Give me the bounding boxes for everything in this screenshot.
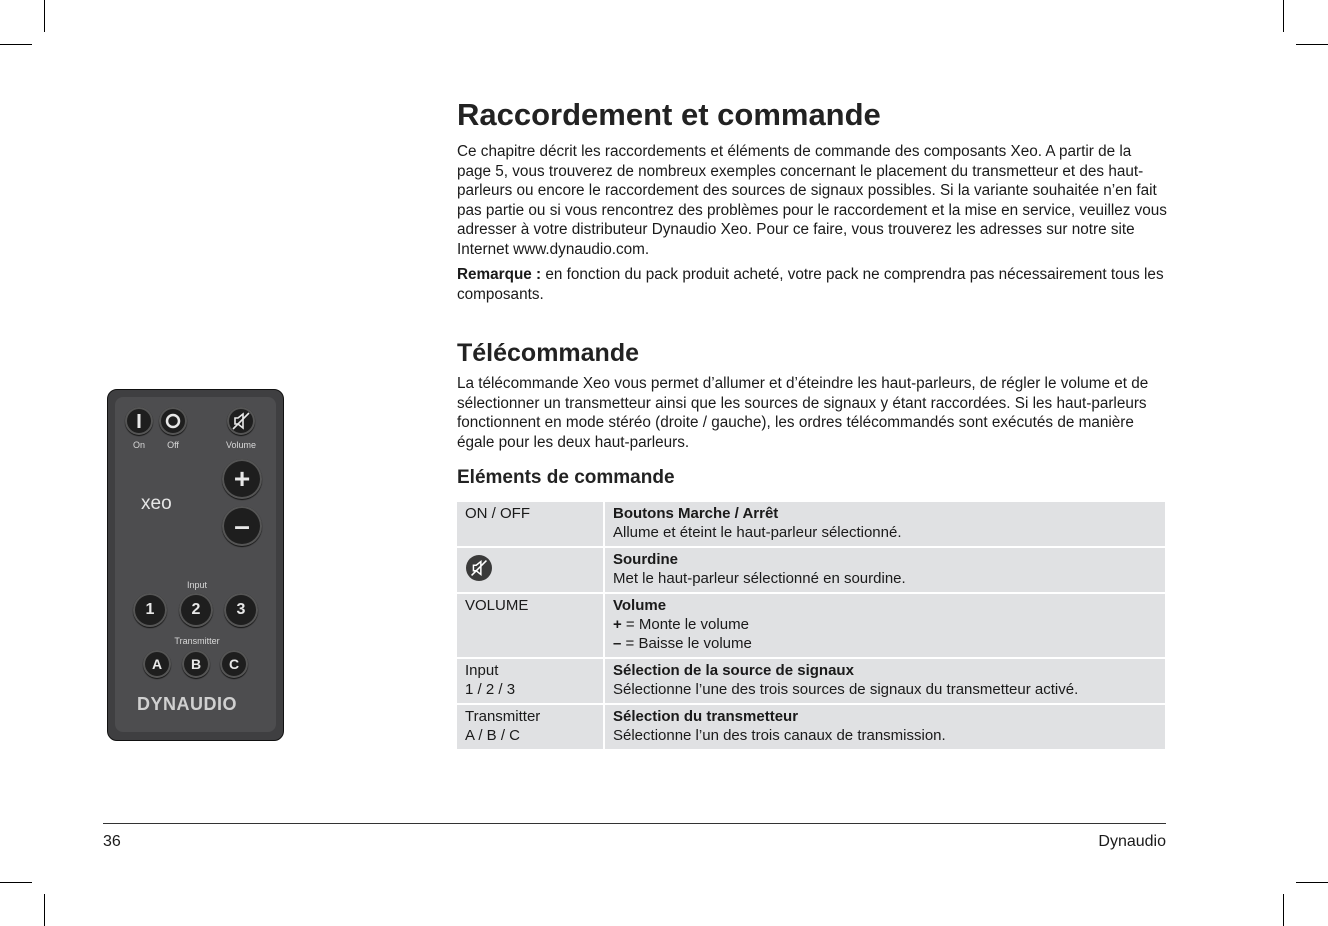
table-row	[457, 548, 1165, 592]
input-3-button: 3	[224, 593, 258, 627]
cell-line: 1 / 2 / 3	[465, 681, 516, 698]
input-label: Input	[186, 580, 208, 590]
power-off-icon	[159, 407, 187, 435]
section-title: Télécommande	[457, 339, 640, 367]
table-row	[457, 502, 1165, 546]
row-desc: Sélectionne l’une des trois sources de signaux du transmetteur activé.	[613, 681, 1079, 698]
subsection-title: Eléments de commande	[457, 467, 675, 488]
row-title: Boutons Marche / Arrêt	[613, 505, 779, 522]
row-title: Sélection du transmetteur	[613, 708, 799, 725]
mute-icon	[466, 555, 492, 581]
input-2-button: 2	[179, 593, 213, 627]
dynaudio-logo: DYNAUDIO	[137, 694, 238, 714]
plus-text: = Monte le volume	[621, 616, 749, 633]
row-desc: Allume et éteint le haut-parleur sélectionné.	[613, 524, 902, 541]
crop-mark	[1283, 894, 1284, 926]
on-button	[125, 407, 153, 435]
row-desc: Sélectionne l’un des trois canaux de transmission.	[613, 727, 946, 744]
table-cell	[605, 594, 1165, 657]
table-row	[457, 594, 1165, 657]
intro-paragraph: Ce chapitre décrit les raccordements et éléments de commande des composants Xeo. A partir de la page 5, vous trouverez de nombreux exemples concernant le placement du transmetteur et des haut-parleurs ou encore le raccordement des sources de signaux possibles. Si la variante souhaitée n’en fait pas partie ou si vous rencontrez des problèmes pour le raccordement et la mise en service, veuillez vous adresser à votre distributeur Dynaudio Xeo. Pour ce faire, vous trouverez les adresses sur notre site Internet www.dynaudio.com.	[457, 143, 1167, 258]
crop-mark	[1296, 44, 1328, 45]
table-cell	[605, 659, 1165, 703]
page-number: 36	[103, 833, 121, 850]
volume-label: Volume	[225, 440, 257, 450]
table-cell: VOLUME	[457, 594, 603, 657]
volume-down-button: –	[222, 506, 262, 546]
table-cell: ON / OFF	[457, 502, 603, 546]
table-cell	[605, 502, 1165, 546]
crop-mark	[0, 44, 32, 45]
transmitter-b-button: B	[182, 650, 210, 678]
row-title: Volume	[613, 597, 667, 614]
mute-icon	[227, 407, 255, 435]
main-content	[457, 96, 1167, 751]
cell-line: Input	[465, 662, 499, 679]
table-cell	[457, 659, 603, 703]
transmitter-a-button: A	[143, 650, 171, 678]
on-label: On	[132, 440, 145, 450]
plus-symbol: +	[613, 616, 622, 633]
table-cell	[605, 548, 1165, 592]
crop-mark	[44, 894, 45, 926]
mute-button	[227, 407, 255, 435]
volume-up-button: +	[222, 459, 262, 499]
power-on-icon	[125, 407, 153, 435]
footer-brand: Dynaudio	[1098, 833, 1166, 850]
table-row	[457, 659, 1165, 703]
off-button	[159, 407, 187, 435]
table-cell	[457, 705, 603, 749]
minus-symbol: –	[613, 635, 622, 652]
section-paragraph: La télécommande Xeo vous permet d’allumer et d’éteindre les haut-parleurs, de régler le volume et de sélectionner un transmetteur ainsi que les sources de signaux y étant raccordées. Si les haut-parleurs fonctionnent en mode stéréo (droite / gauche), les ordres télécommandés sont exécutés de manière égale pour les deux haut-parleurs.	[457, 375, 1149, 451]
crop-mark	[1283, 0, 1284, 32]
row-title: Sélection de la source de signaux	[613, 662, 854, 679]
crop-mark	[1296, 882, 1328, 883]
remark-text: en fonction du pack produit acheté, votre pack ne comprendra pas nécessairement tous les composants.	[457, 266, 1164, 303]
input-1-button: 1	[133, 593, 167, 627]
footer-rule	[103, 823, 1166, 824]
minus-text: = Baisse le volume	[621, 635, 752, 652]
crop-mark	[0, 882, 32, 883]
controls-table	[455, 500, 1167, 751]
table-cell	[605, 705, 1165, 749]
transmitter-label: Transmitter	[174, 636, 220, 646]
remark-paragraph	[457, 265, 1167, 304]
remark-label: Remarque :	[457, 266, 542, 283]
off-label: Off	[167, 440, 179, 450]
page-title: Raccordement et commande	[457, 97, 881, 132]
xeo-logo: xeo	[141, 493, 172, 514]
row-desc: Met le haut-parleur sélectionné en sourdine.	[613, 570, 906, 587]
cell-line: Transmitter	[465, 708, 541, 725]
table-cell	[457, 548, 603, 592]
cell-line: A / B / C	[465, 727, 521, 744]
row-title: Sourdine	[613, 551, 679, 568]
table-row	[457, 705, 1165, 749]
crop-mark	[44, 0, 45, 32]
remote-control-illustration	[107, 389, 284, 741]
transmitter-c-button: C	[220, 650, 248, 678]
